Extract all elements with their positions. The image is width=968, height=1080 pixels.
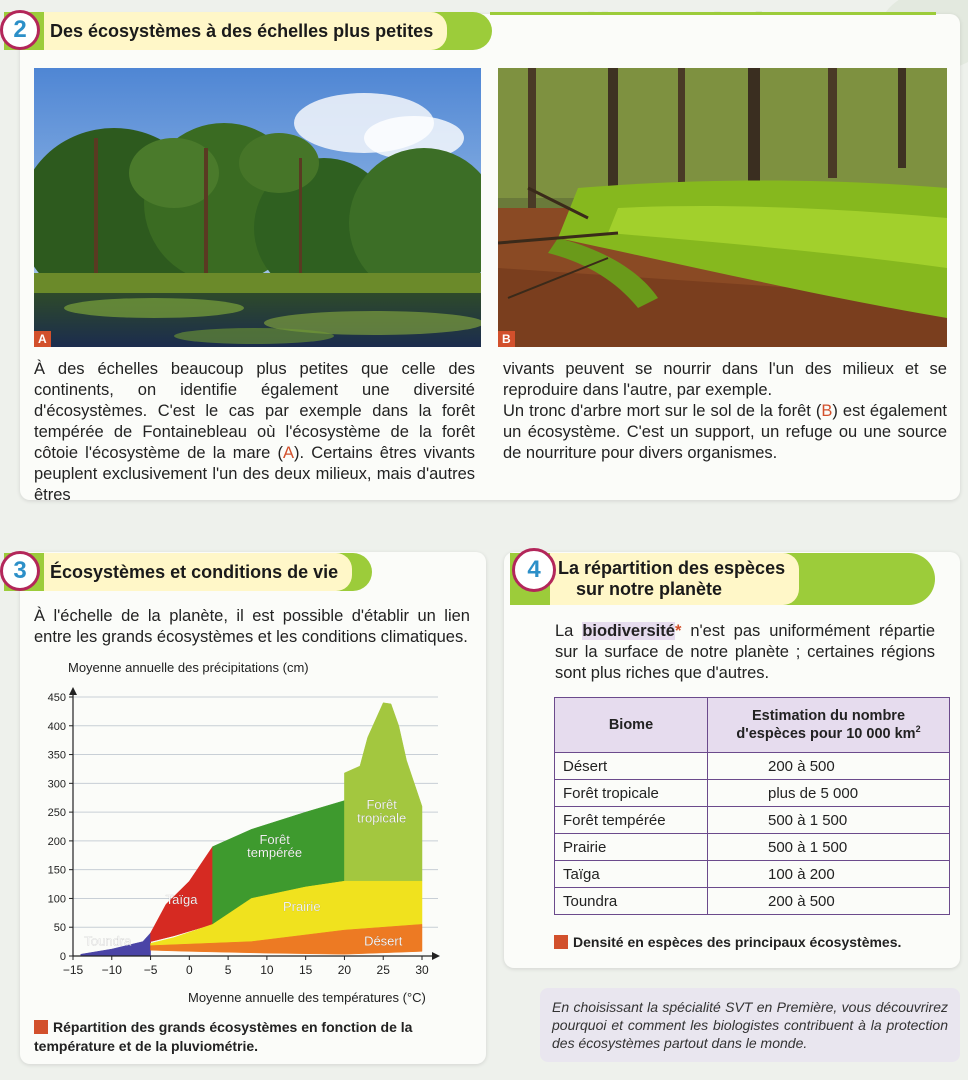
- x-axis-arrow-icon: [432, 952, 440, 960]
- section-4-title: La répartition des espèces sur notre planète: [550, 553, 799, 605]
- photo-a-label: A: [34, 331, 51, 347]
- section-3-title: Écosystèmes et conditions de vie: [44, 553, 352, 591]
- section-4-intro: La biodiversité* n'est pas uniformément répartie sur la surface de notre planète ; certaines régions sont plus riches que d'autres.: [555, 622, 935, 682]
- biome-cell: Toundra: [555, 888, 708, 915]
- ref-b: B: [821, 402, 833, 420]
- green-rule: [490, 12, 936, 15]
- biodiversity-term[interactable]: biodiversité: [582, 622, 675, 640]
- table-row: [555, 807, 950, 834]
- section-4-caption: Densité en espèces des principaux écosystèmes.: [554, 934, 901, 950]
- x-tick-label: 5: [224, 963, 232, 977]
- table-row: [555, 861, 950, 888]
- species-table: [554, 697, 950, 915]
- region-label: tropicale: [357, 810, 407, 826]
- header-estimate: Estimation du nombre d'espèces pour 10 000 $km^2$: [708, 698, 950, 753]
- text-right-para1: vivants peuvent se nourrir dans l'un des milieux et se reproduire dans l'autre, par exemple.: [503, 360, 947, 399]
- estimate-cell: 500 à 1 500: [708, 807, 950, 834]
- x-tick-label: −10: [101, 963, 122, 977]
- table-row: [555, 834, 950, 861]
- svt-note-text: En choisissant la spécialité SVT en Première, vous découvrirez pourquoi et comment les biologistes contribuent à la protection des écosystèmes partout dans le monde.: [552, 999, 948, 1051]
- section-2-text-left: [34, 359, 475, 506]
- caption-square-icon: [34, 1020, 48, 1034]
- y-axis-label: Moyenne annuelle des précipitations (cm): [68, 660, 309, 675]
- section-2-title: Des écosystèmes à des échelles plus petites: [44, 12, 447, 50]
- table-row: [555, 753, 950, 780]
- x-tick-label: −5: [143, 963, 158, 977]
- y-tick-label: 100: [47, 893, 66, 906]
- region-label: Toundra: [84, 933, 132, 949]
- caption-square-icon: [554, 935, 568, 949]
- section-3-intro: À l'échelle de la planète, il est possible d'établir un lien entre les grands écosystèmes et les conditions climatiques.: [34, 607, 470, 646]
- x-tick-label: 15: [298, 963, 313, 977]
- estimate-cell: 200 à 500: [708, 888, 950, 915]
- region-for-t-tropicale: [344, 703, 422, 881]
- region-label: Désert: [364, 933, 403, 949]
- text-left-part2: ). Certains êtres vivants peuplent exclusivement l'un des deux milieux, mais d'autres êtres: [34, 444, 475, 504]
- section-3-caption: Répartition des grands écosystèmes en fonction de la température et de la pluviométrie.: [34, 1019, 413, 1054]
- y-tick-label: 150: [47, 864, 66, 877]
- section-2-number-badge: 2: [0, 10, 40, 50]
- y-tick-label: 400: [47, 720, 66, 733]
- text-left-part1: À des échelles beaucoup plus petites que celle des continents, on identifie également une diversité d'écosystèmes. C'est le cas par exemple dans la forêt tempérée de Fontainebleau où l'écosystème de la forêt côtoie l'écosystème de la mare (: [34, 360, 475, 462]
- photo-dead-trunk: [498, 68, 947, 347]
- text-right-para2: Un tronc d'arbre mort sur le sol de la forêt (B) est également un écosystème. C'est un support, un refuge ou une source de nourriture pour divers organismes.: [503, 402, 947, 462]
- biome-cell: Désert: [555, 753, 708, 780]
- table-row: [555, 780, 950, 807]
- estimate-cell: 500 à 1 500: [708, 834, 950, 861]
- region-label: Prairie: [282, 899, 321, 915]
- photo-b-label: B: [498, 331, 515, 347]
- section-4-banner: [510, 553, 935, 605]
- photo-forest-pond: [34, 68, 481, 347]
- x-tick-label: 0: [185, 963, 193, 977]
- y-tick-label: 200: [47, 835, 66, 848]
- x-tick-label: −15: [62, 963, 84, 977]
- biome-cell: Forêt tropicale: [555, 780, 708, 807]
- region-label: tempérée: [247, 845, 303, 861]
- estimate-cell: 200 à 500: [708, 753, 950, 780]
- y-axis-arrow-icon: [69, 687, 77, 695]
- x-tick-label: 20: [337, 963, 352, 977]
- estimate-cell: plus de 5 000: [708, 780, 950, 807]
- ecosystem-chart-svg: [20, 655, 486, 1010]
- region-label: Forêt: [259, 831, 290, 847]
- y-tick-label: 50: [53, 922, 66, 935]
- biome-cell: Taïga: [555, 861, 708, 888]
- y-tick-label: 250: [47, 807, 66, 820]
- section-3-banner: [4, 553, 372, 591]
- y-tick-label: 450: [47, 692, 66, 704]
- y-tick-label: 300: [47, 778, 66, 791]
- dead-trunk-illustration: [498, 68, 947, 347]
- svt-note: [540, 988, 960, 1062]
- biome-cell: Prairie: [555, 834, 708, 861]
- x-tick-label: 30: [415, 963, 429, 977]
- header-biome: Biome: [555, 698, 708, 753]
- table-header-row: [555, 698, 950, 753]
- estimate-cell: 100 à 200: [708, 861, 950, 888]
- biome-cell: Forêt tempérée: [555, 807, 708, 834]
- ref-a: A: [282, 444, 294, 462]
- forest-pond-illustration: [34, 68, 481, 347]
- region-label: Forêt: [366, 797, 397, 813]
- region-label: Taïga: [165, 892, 198, 908]
- x-axis-label: Moyenne annuelle des températures (°C): [188, 990, 426, 1005]
- ecosystem-chart: [20, 655, 486, 1010]
- table-row: [555, 888, 950, 915]
- section-2-text-right: [503, 359, 947, 464]
- y-tick-label: 0: [59, 951, 66, 963]
- x-tick-label: 25: [376, 963, 390, 977]
- y-tick-label: 350: [47, 749, 66, 762]
- section-3-number-badge: 3: [0, 551, 40, 591]
- section-2-banner: [4, 12, 492, 50]
- section-4-number-badge: 4: [512, 548, 556, 592]
- x-tick-label: 10: [260, 963, 274, 977]
- glossary-star: *: [674, 622, 682, 640]
